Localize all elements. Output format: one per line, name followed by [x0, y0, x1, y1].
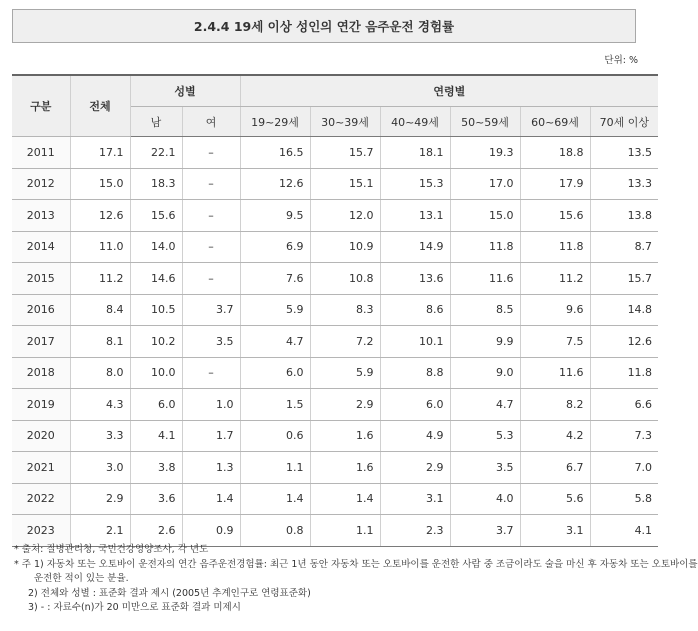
cell-female: – [182, 200, 240, 232]
cell-age-50-59: 17.0 [450, 168, 520, 200]
unit-label: 단위: % [604, 55, 638, 66]
cell-age-30-39: 15.7 [310, 137, 380, 169]
cell-age-19-29: 0.6 [240, 420, 310, 452]
cell-age-19-29: 6.9 [240, 231, 310, 263]
cell-age-70-plus: 13.8 [590, 200, 658, 232]
cell-age-19-29: 6.0 [240, 357, 310, 389]
cell-age-60-69: 11.6 [520, 357, 590, 389]
cell-male: 2.6 [130, 515, 182, 547]
cell-age-50-59: 4.7 [450, 389, 520, 421]
cell-total: 8.1 [70, 326, 130, 358]
cell-age-40-49: 14.9 [380, 231, 450, 263]
cell-age-50-59: 9.0 [450, 357, 520, 389]
cell-age-60-69: 11.2 [520, 263, 590, 295]
cell-female: – [182, 357, 240, 389]
row-year: 2021 [12, 452, 70, 484]
cell-age-40-49: 2.9 [380, 452, 450, 484]
header-category: 구분 [12, 75, 70, 137]
cell-male: 10.2 [130, 326, 182, 358]
cell-age-60-69: 6.7 [520, 452, 590, 484]
cell-age-40-49: 8.6 [380, 294, 450, 326]
cell-male: 6.0 [130, 389, 182, 421]
note-source: * 출처: 질병관리청, 국민건강영양조사, 각 년도 [14, 544, 209, 555]
table-row [12, 420, 658, 452]
row-year: 2023 [12, 515, 70, 547]
cell-total: 11.0 [70, 231, 130, 263]
cell-age-30-39: 5.9 [310, 357, 380, 389]
cell-age-50-59: 3.5 [450, 452, 520, 484]
cell-age-40-49: 6.0 [380, 389, 450, 421]
cell-age-50-59: 3.7 [450, 515, 520, 547]
cell-age-40-49: 10.1 [380, 326, 450, 358]
table-row [12, 137, 658, 169]
cell-age-19-29: 16.5 [240, 137, 310, 169]
cell-total: 8.4 [70, 294, 130, 326]
note-1-continued: 운전한 적이 있는 분율. [34, 573, 129, 584]
cell-age-50-59: 8.5 [450, 294, 520, 326]
cell-age-30-39: 8.3 [310, 294, 380, 326]
table-row [12, 389, 658, 421]
cell-age-30-39: 1.6 [310, 452, 380, 484]
cell-age-30-39: 10.9 [310, 231, 380, 263]
cell-age-30-39: 7.2 [310, 326, 380, 358]
header-sex-group: 성별 [130, 75, 240, 107]
cell-age-19-29: 1.1 [240, 452, 310, 484]
cell-age-60-69: 4.2 [520, 420, 590, 452]
row-year: 2019 [12, 389, 70, 421]
cell-age-70-plus: 12.6 [590, 326, 658, 358]
cell-female: – [182, 263, 240, 295]
cell-female: 3.5 [182, 326, 240, 358]
cell-age-19-29: 9.5 [240, 200, 310, 232]
row-year: 2016 [12, 294, 70, 326]
table-title-text: 2.4.4 19세 이상 성인의 연간 음주운전 경험률 [193, 19, 455, 34]
row-year: 2014 [12, 231, 70, 263]
cell-age-50-59: 11.8 [450, 231, 520, 263]
table-row [12, 168, 658, 200]
header-age-30-39: 30~39세 [310, 107, 380, 137]
cell-age-60-69: 15.6 [520, 200, 590, 232]
cell-age-50-59: 19.3 [450, 137, 520, 169]
cell-age-60-69: 11.8 [520, 231, 590, 263]
cell-female: – [182, 168, 240, 200]
row-year: 2022 [12, 483, 70, 515]
header-age-19-29: 19~29세 [240, 107, 310, 137]
cell-age-40-49: 13.1 [380, 200, 450, 232]
header-age-50-59: 50~59세 [450, 107, 520, 137]
header-age-70-plus: 70세 이상 [590, 107, 658, 137]
cell-age-30-39: 12.0 [310, 200, 380, 232]
cell-age-70-plus: 7.3 [590, 420, 658, 452]
cell-total: 2.1 [70, 515, 130, 547]
table-row [12, 200, 658, 232]
cell-total: 11.2 [70, 263, 130, 295]
cell-age-19-29: 7.6 [240, 263, 310, 295]
cell-total: 4.3 [70, 389, 130, 421]
table-row [12, 515, 658, 547]
cell-male: 10.0 [130, 357, 182, 389]
cell-age-30-39: 1.1 [310, 515, 380, 547]
table-row [12, 326, 658, 358]
cell-age-50-59: 15.0 [450, 200, 520, 232]
cell-female: 3.7 [182, 294, 240, 326]
row-year: 2017 [12, 326, 70, 358]
cell-age-70-plus: 11.8 [590, 357, 658, 389]
footnotes [14, 543, 698, 616]
header-total: 전체 [70, 75, 130, 137]
cell-age-70-plus: 13.3 [590, 168, 658, 200]
cell-total: 15.0 [70, 168, 130, 200]
cell-age-30-39: 1.6 [310, 420, 380, 452]
row-year: 2020 [12, 420, 70, 452]
cell-male: 14.6 [130, 263, 182, 295]
cell-age-40-49: 3.1 [380, 483, 450, 515]
cell-male: 3.8 [130, 452, 182, 484]
cell-age-40-49: 2.3 [380, 515, 450, 547]
note-1: * 주 1) 자동차 또는 오토바이 운전자의 연간 음주운전경험률: 최근 1년 동안 자동차 또는 오토바이를 운전한 사람 중 조금이라도 술을 마신 후 자동차 또는 오토바이를 [14, 558, 698, 570]
cell-male: 3.6 [130, 483, 182, 515]
cell-total: 8.0 [70, 357, 130, 389]
header-age-60-69: 60~69세 [520, 107, 590, 137]
cell-female: – [182, 231, 240, 263]
row-year: 2012 [12, 168, 70, 200]
table-row [12, 294, 658, 326]
cell-total: 3.3 [70, 420, 130, 452]
cell-age-60-69: 18.8 [520, 137, 590, 169]
cell-male: 18.3 [130, 168, 182, 200]
note-3: 3) - : 자료수(n)가 20 미만으로 표준화 결과 미제시 [28, 602, 241, 613]
cell-age-19-29: 1.5 [240, 389, 310, 421]
row-year: 2013 [12, 200, 70, 232]
table-row [12, 452, 658, 484]
cell-total: 3.0 [70, 452, 130, 484]
cell-total: 2.9 [70, 483, 130, 515]
cell-age-60-69: 9.6 [520, 294, 590, 326]
cell-age-19-29: 5.9 [240, 294, 310, 326]
table-row [12, 483, 658, 515]
cell-age-19-29: 0.8 [240, 515, 310, 547]
cell-age-60-69: 3.1 [520, 515, 590, 547]
cell-age-70-plus: 14.8 [590, 294, 658, 326]
cell-female: 1.0 [182, 389, 240, 421]
row-year: 2011 [12, 137, 70, 169]
cell-age-40-49: 4.9 [380, 420, 450, 452]
cell-age-70-plus: 5.8 [590, 483, 658, 515]
header-male: 남 [130, 107, 182, 137]
note-2: 2) 전체와 성별 : 표준화 결과 제시 (2005년 추계인구로 연령표준화) [28, 587, 311, 599]
cell-age-19-29: 4.7 [240, 326, 310, 358]
cell-age-30-39: 10.8 [310, 263, 380, 295]
cell-age-60-69: 5.6 [520, 483, 590, 515]
cell-age-60-69: 7.5 [520, 326, 590, 358]
table-row [12, 263, 658, 295]
cell-male: 15.6 [130, 200, 182, 232]
cell-age-40-49: 18.1 [380, 137, 450, 169]
cell-male: 4.1 [130, 420, 182, 452]
row-year: 2015 [12, 263, 70, 295]
cell-male: 22.1 [130, 137, 182, 169]
cell-age-30-39: 1.4 [310, 483, 380, 515]
cell-female: 0.9 [182, 515, 240, 547]
cell-female: 1.4 [182, 483, 240, 515]
cell-age-60-69: 8.2 [520, 389, 590, 421]
cell-age-60-69: 17.9 [520, 168, 590, 200]
table-body [12, 137, 658, 547]
cell-female: – [182, 137, 240, 169]
cell-age-40-49: 8.8 [380, 357, 450, 389]
cell-male: 10.5 [130, 294, 182, 326]
cell-female: 1.3 [182, 452, 240, 484]
cell-total: 12.6 [70, 200, 130, 232]
data-table [12, 74, 658, 547]
table-row [12, 231, 658, 263]
header-female: 여 [182, 107, 240, 137]
cell-age-70-plus: 15.7 [590, 263, 658, 295]
cell-age-50-59: 11.6 [450, 263, 520, 295]
cell-age-19-29: 12.6 [240, 168, 310, 200]
header-age-40-49: 40~49세 [380, 107, 450, 137]
cell-age-30-39: 15.1 [310, 168, 380, 200]
cell-age-30-39: 2.9 [310, 389, 380, 421]
table-row [12, 357, 658, 389]
cell-age-50-59: 9.9 [450, 326, 520, 358]
cell-age-70-plus: 6.6 [590, 389, 658, 421]
cell-age-70-plus: 7.0 [590, 452, 658, 484]
cell-age-50-59: 5.3 [450, 420, 520, 452]
cell-total: 17.1 [70, 137, 130, 169]
cell-age-70-plus: 4.1 [590, 515, 658, 547]
cell-male: 14.0 [130, 231, 182, 263]
row-year: 2018 [12, 357, 70, 389]
cell-age-40-49: 15.3 [380, 168, 450, 200]
header-age-group: 연령별 [240, 75, 658, 107]
cell-female: 1.7 [182, 420, 240, 452]
table-title [12, 9, 636, 43]
cell-age-70-plus: 8.7 [590, 231, 658, 263]
cell-age-50-59: 4.0 [450, 483, 520, 515]
table-header [12, 75, 658, 137]
cell-age-40-49: 13.6 [380, 263, 450, 295]
cell-age-19-29: 1.4 [240, 483, 310, 515]
cell-age-70-plus: 13.5 [590, 137, 658, 169]
